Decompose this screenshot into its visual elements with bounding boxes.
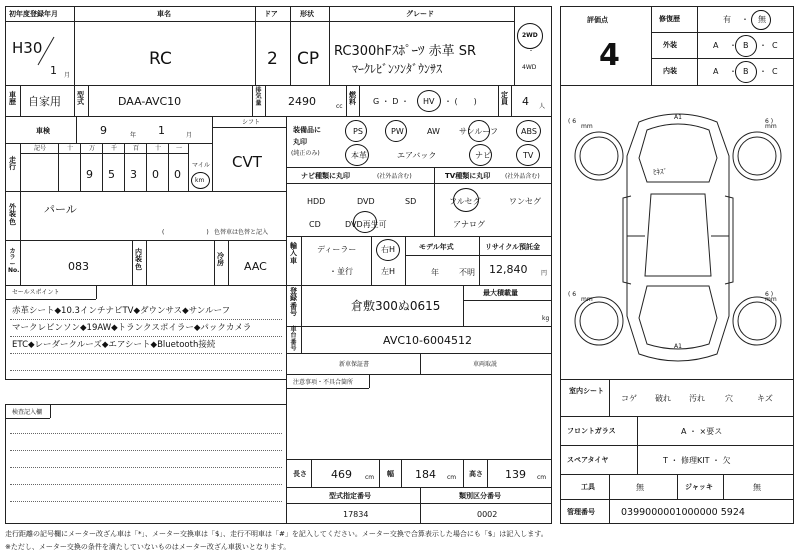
door-label: ドア	[264, 10, 278, 18]
steering-left: 左H	[381, 267, 396, 276]
height-unit: cm	[537, 474, 547, 481]
steering-right: 右H	[381, 245, 396, 254]
fuel-options: G ・ D ・	[373, 97, 409, 106]
mileage-label: 走行	[9, 156, 16, 172]
repair-separator: ・	[741, 15, 749, 24]
mileage-header-sign: 記号	[34, 145, 47, 152]
score-label: 評価点	[587, 16, 608, 24]
class-number-label: 類別区分番号	[459, 492, 501, 500]
score-box	[560, 6, 794, 86]
mileage-header-10k: 万	[89, 145, 96, 152]
mileage-header-1k: 千	[111, 145, 118, 152]
drive-2wd-circle	[517, 23, 543, 49]
width-value: 184	[415, 468, 436, 481]
navi-sd: SD	[405, 197, 417, 206]
tire-mm-front-left: mm	[581, 123, 593, 130]
body-shape: CP	[297, 49, 320, 69]
sales-line-2: マークレビンソン◆19AW◆トランクスポイラー◆パックカメラ	[12, 323, 252, 333]
score-value: 4	[599, 38, 620, 73]
equip-sunroof-circle	[468, 120, 490, 142]
model-year-label: モデル年式	[419, 243, 454, 251]
seat-scratch: キズ	[757, 394, 773, 403]
color-box	[5, 191, 287, 241]
inspection-month-unit: 月	[186, 132, 193, 139]
inspection-month: 1	[158, 124, 165, 137]
door-count: 2	[267, 49, 278, 69]
max-load-label: 最大積載量	[483, 289, 518, 297]
notes-box	[286, 374, 552, 460]
equip-leather-circle	[345, 144, 369, 166]
tire-label-rear-right: 6 )	[765, 291, 774, 298]
type-number-value: 17834	[343, 510, 369, 519]
ac-value: AAC	[244, 260, 267, 273]
car-name: RC	[149, 49, 172, 69]
first-registration-month: 1	[50, 64, 57, 77]
registration-box	[286, 285, 552, 327]
displacement-value: 2490	[288, 95, 316, 108]
interior-grade-b: B	[743, 67, 749, 76]
equip-tv: TV	[523, 151, 534, 160]
damage-diagram-box	[560, 85, 794, 380]
color-change-paren: ( )	[162, 229, 209, 236]
tv-type-sub: (社外品含む)	[505, 173, 540, 180]
exterior-color-label: 外装色	[9, 203, 16, 226]
seat-burn: コゲ	[621, 394, 637, 403]
spare-tire-value: T ・ 修理KIT ・ 欠	[663, 456, 731, 465]
first-registration-box	[5, 6, 75, 86]
type-number-label: 型式指定番号	[329, 492, 371, 500]
first-registration-era: H30	[12, 39, 43, 57]
equipment-label-2: 丸印	[293, 138, 307, 146]
drive-separator: ・	[528, 48, 535, 55]
footer-note-2: ※ただし、メーター交換の条件を満たしていないものはメーター改ざん車扱いとなります。	[5, 543, 291, 551]
interior-separator: ・	[729, 67, 737, 76]
equipment-label: 装備品に	[293, 126, 321, 134]
navi-dvd-play-circle	[353, 211, 377, 233]
grade-label: グレード	[406, 10, 434, 18]
warranty-box	[286, 353, 552, 375]
grade-line-1: RC300hFｽﾎﾟｰﾂ 赤革 SR	[334, 44, 477, 59]
repair-history-label: 修復歴	[659, 15, 680, 23]
repair-yes: 有	[723, 15, 731, 24]
exterior-separator: ・	[729, 41, 737, 50]
car-name-label: 車名	[157, 10, 171, 18]
chassis-label: 車台番号	[290, 326, 297, 352]
height-label: 高さ	[469, 470, 483, 478]
tools-value: 無	[636, 483, 644, 492]
drive-2wd: 2WD	[522, 32, 538, 39]
exterior-grade-a: A	[713, 41, 719, 50]
recycle-unit: 円	[541, 270, 548, 277]
fuel-label: 燃料	[349, 91, 356, 107]
tv-oneseg: ワンセグ	[509, 197, 541, 206]
inspection-box	[5, 116, 287, 192]
mileage-digit: 9	[86, 168, 93, 181]
length-unit: cm	[365, 474, 375, 481]
registration-label: 登録番号	[290, 287, 297, 318]
navi-dvd-play: DVD再生可	[345, 220, 387, 229]
model-year-unit: 年	[431, 268, 439, 277]
use-label: 車歴	[9, 91, 16, 107]
mile-label: マイル	[192, 162, 210, 169]
class-number-value: 0002	[477, 510, 498, 519]
dimensions-box	[286, 459, 552, 488]
exterior-grade-b: B	[743, 41, 749, 50]
exterior-color-value: パール	[44, 203, 77, 216]
slash-mark	[36, 35, 56, 67]
mileage-header-100k: 十	[67, 145, 74, 152]
management-number-value: 0399000001000000 5924	[621, 507, 745, 518]
panel-center-mark: ﾋｷｽﾞ	[653, 168, 667, 176]
sales-point-box	[5, 285, 287, 380]
model-value: DAA-AVC10	[118, 95, 182, 108]
panel-label-a1-rear: A1	[674, 343, 682, 350]
tire-label-front-left: ( 6	[568, 118, 577, 125]
owners-manual: 車両取説	[473, 361, 498, 368]
import-box	[286, 236, 552, 286]
shift-value: CVT	[232, 153, 262, 171]
exterior-label: 外装	[663, 41, 677, 49]
model-label: 型式	[77, 91, 84, 107]
panel-label-a1-front: A1	[674, 114, 682, 121]
sales-point-label: セールスポイント	[12, 289, 60, 296]
management-number-box	[560, 499, 794, 524]
use-value: 自家用	[28, 95, 61, 108]
seat-stain: 汚れ	[689, 394, 705, 403]
max-load-unit: kg	[542, 315, 550, 322]
repair-no: 無	[758, 15, 766, 24]
interior-grade-circle	[735, 61, 757, 83]
navi-type-label: ナビ種類に丸印	[301, 172, 350, 180]
tools-box	[560, 474, 794, 500]
displacement-label: 排気量	[255, 87, 262, 107]
exterior-grade-c: C	[772, 41, 778, 50]
fuel-selected: HV	[423, 97, 435, 106]
navi-dvd: DVD	[357, 197, 375, 206]
navi-type-sub: (社外品含む)	[377, 173, 412, 180]
tv-analog: アナログ	[453, 220, 485, 229]
equip-ps-circle	[345, 120, 367, 142]
seat-tear: 破れ	[655, 394, 671, 403]
first-registration-month-unit: 月	[64, 72, 71, 79]
tire-label-rear-left: ( 6	[568, 291, 577, 298]
sales-line-1: 赤革シート◆10.3インチナビTV◆ダウンサス◆サンルーフ	[12, 306, 231, 316]
tv-fullseg: フルセグ	[449, 197, 481, 206]
tv-fullseg-circle	[453, 188, 479, 212]
steering-right-circle	[376, 239, 400, 261]
interior-grade-c: C	[772, 67, 778, 76]
seat-hole: 穴	[725, 394, 733, 403]
mileage-header-10: 十	[155, 145, 162, 152]
inspection-label: 車検	[36, 127, 50, 135]
mileage-digit: 3	[130, 168, 137, 181]
color-no-value: 083	[68, 260, 89, 273]
shape-box	[290, 6, 330, 86]
width-unit: cm	[447, 474, 457, 481]
km-label: km	[195, 177, 205, 184]
shift-label: シフト	[242, 119, 261, 126]
color-no-label: カラーNo.	[8, 248, 20, 274]
notes-label: 注意事項・不具合箇所	[293, 379, 354, 386]
spare-tire-box	[560, 445, 794, 475]
door-box	[255, 6, 291, 86]
spec-row	[5, 85, 552, 117]
equip-navi-circle	[469, 144, 492, 166]
equip-abs-circle	[516, 120, 541, 142]
km-circle	[191, 172, 210, 189]
exterior-grade-circle	[735, 35, 757, 57]
tire-label-front-right: 6 )	[765, 118, 774, 125]
mileage-digit: 0	[152, 168, 159, 181]
spare-tire-label: スペアタイヤ	[567, 456, 609, 464]
equip-ps: PS	[353, 127, 363, 136]
jack-label: ジャッキ	[685, 483, 713, 491]
navi-hdd: HDD	[307, 197, 326, 206]
windshield-value: A ・ ×要ス	[681, 427, 723, 436]
equip-aw: AW	[427, 127, 440, 136]
length-value: 469	[331, 468, 352, 481]
fuel-other: ・ ( )	[444, 97, 477, 106]
equip-tv-circle	[516, 144, 540, 166]
interior-label: 内装	[663, 67, 677, 75]
equip-sunroof: サンルーフ	[459, 127, 498, 136]
interior-seat-box	[560, 379, 794, 417]
equip-navi: ナビ	[475, 151, 491, 160]
inspection-year-unit: 年	[130, 132, 137, 139]
grade-box	[329, 6, 552, 86]
footer-note-1: 走行距離の記号欄にメーター改ざん車は「*」、メーター交換車は「$」、走行不明車は「#」を記入してください。メーター交換で合算表示した場合にも「$」は記入します。	[5, 530, 548, 538]
new-car-warranty: 新車保証書	[339, 361, 370, 368]
car-diagram	[561, 86, 793, 379]
inspection-year: 9	[100, 124, 107, 137]
displacement-unit: cc	[336, 103, 343, 110]
exterior-separator-2: ・	[759, 41, 767, 50]
shape-label: 形状	[300, 10, 314, 18]
car-name-box	[74, 6, 256, 86]
registration-value: 倉敷300ぬ0615	[351, 299, 441, 313]
equipment-box	[286, 116, 552, 168]
tv-box	[434, 167, 552, 237]
height-value: 139	[505, 468, 526, 481]
jack-value: 無	[753, 483, 761, 492]
import-label: 輸入車	[290, 242, 297, 265]
navi-cd: CD	[309, 220, 321, 229]
first-registration-label: 初年度登録年月	[9, 10, 58, 18]
navi-box	[286, 167, 435, 237]
chassis-box	[286, 326, 552, 354]
drive-4wd: 4WD	[522, 64, 537, 71]
equip-pw: PW	[391, 127, 404, 136]
type-number-box	[286, 487, 552, 524]
equipment-label-3: (純正のみ)	[291, 150, 320, 157]
capacity-value: 4	[522, 95, 529, 108]
repair-no-circle	[751, 10, 771, 30]
mileage-digit: 0	[174, 168, 181, 181]
seat-label: 室内シート	[569, 387, 604, 395]
tire-mm-rear-left: mm	[581, 296, 593, 303]
recycle-label: リサイクル預託金	[485, 243, 541, 251]
tv-type-label: TV種類に丸印	[445, 172, 491, 180]
ac-label: 冷房	[217, 252, 224, 268]
windshield-box	[560, 416, 794, 446]
sales-line-3: ETC◆レーダークルーズ◆エアシート◆Bluetooth接続	[12, 340, 216, 350]
recycle-value: 12,840	[489, 263, 528, 276]
inspector-label: 検査記入欄	[12, 409, 43, 416]
tools-label: 工具	[581, 483, 595, 491]
equip-abs: ABS	[521, 127, 537, 136]
equip-pw-circle	[385, 120, 407, 142]
tire-mm-front-right: mm	[765, 123, 777, 130]
inspector-box	[5, 404, 287, 524]
equip-airbag: エアバック	[397, 151, 437, 160]
width-label: 幅	[387, 470, 394, 478]
capacity-unit: 人	[539, 103, 546, 110]
interior-separator-2: ・	[759, 67, 767, 76]
import-dealer: ディーラー	[317, 245, 357, 254]
equip-leather: 本革	[351, 151, 367, 160]
length-label: 長さ	[293, 470, 307, 478]
color-no-box	[5, 240, 287, 286]
mileage-header-1: 一	[176, 145, 183, 152]
import-parallel: ・並行	[329, 267, 353, 276]
tire-mm-rear-right: mm	[765, 296, 777, 303]
interior-grade-a: A	[713, 67, 719, 76]
interior-color-label: 内装色	[135, 248, 142, 271]
color-change-note: 色替車は色替と記入	[214, 229, 269, 236]
capacity-label: 定員	[501, 91, 508, 107]
fuel-hv-circle	[417, 90, 441, 112]
management-number-label: 管理番号	[567, 508, 595, 516]
chassis-value: AVC10-6004512	[383, 334, 472, 347]
windshield-label: フロントガラス	[567, 427, 616, 435]
model-year-value: 不明	[459, 268, 475, 277]
mileage-header-100: 百	[133, 145, 140, 152]
mileage-digit: 5	[108, 168, 115, 181]
grade-line-2: ﾏｰｸﾚﾋﾞﾝｿﾝﾀﾞｳﾝｻｽ	[352, 62, 443, 76]
